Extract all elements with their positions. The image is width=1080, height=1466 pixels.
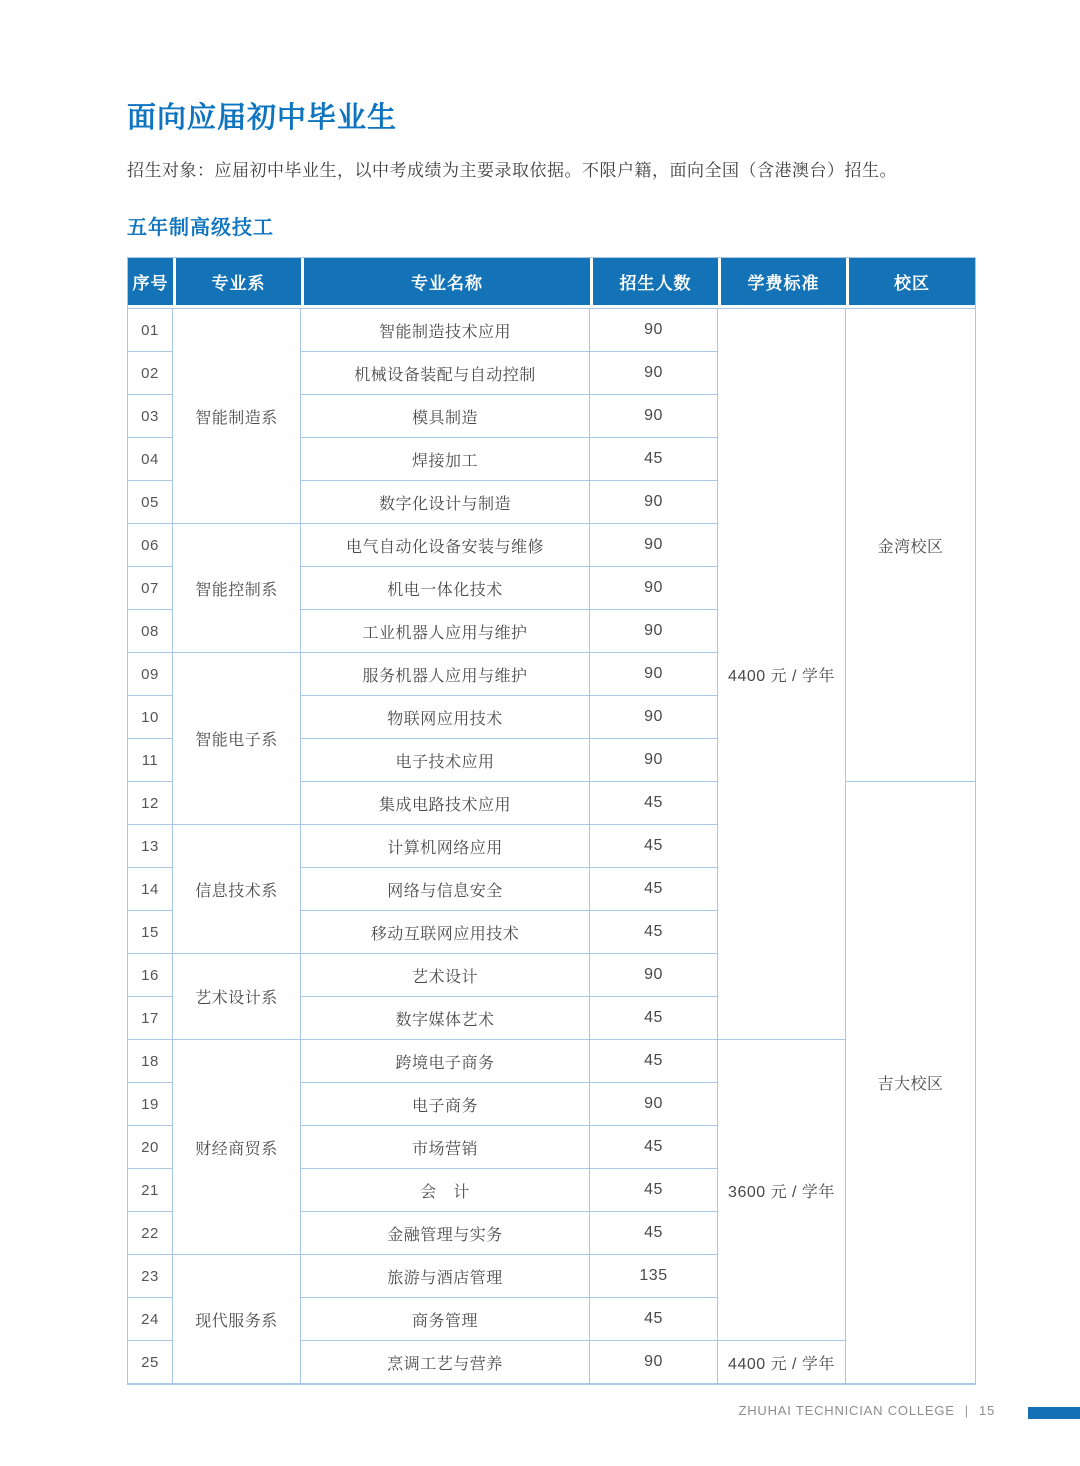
department-cell: 智能制造系 — [173, 308, 301, 524]
major-name-cell: 烹调工艺与营养 — [301, 1341, 590, 1384]
enrollment-count-cell: 90 — [590, 1341, 718, 1384]
department-cell: 艺术设计系 — [173, 954, 301, 1040]
enrollment-count-cell: 90 — [590, 610, 718, 653]
major-name-cell: 服务机器人应用与维护 — [301, 653, 590, 696]
row-number-cell: 03 — [128, 395, 173, 438]
row-number-cell: 09 — [128, 653, 173, 696]
enrollment-count-cell: 90 — [590, 653, 718, 696]
section-heading: 五年制高级技工 — [127, 217, 274, 239]
enrollment-count-cell: 90 — [590, 395, 718, 438]
major-name-cell: 焊接加工 — [301, 438, 590, 481]
major-name-cell: 智能制造技术应用 — [301, 308, 590, 352]
admissions-table-wrapper — [127, 257, 976, 1385]
enrollment-count-cell: 90 — [590, 567, 718, 610]
major-name-cell: 电子技术应用 — [301, 739, 590, 782]
major-name-cell: 工业机器人应用与维护 — [301, 610, 590, 653]
major-name-cell: 数字化设计与制造 — [301, 481, 590, 524]
department-cell: 信息技术系 — [173, 825, 301, 954]
enrollment-count-cell: 90 — [590, 481, 718, 524]
table-header-row — [128, 258, 975, 308]
header-no: 序号 — [128, 258, 173, 308]
major-name-cell: 艺术设计 — [301, 954, 590, 997]
header-major: 专业名称 — [301, 258, 590, 308]
major-name-cell: 市场营销 — [301, 1126, 590, 1169]
row-number-cell: 23 — [128, 1255, 173, 1298]
footer-college-name: ZHUHAI TECHNICIAN COLLEGE — [738, 1403, 955, 1418]
enrollment-count-cell: 45 — [590, 997, 718, 1040]
major-name-cell: 旅游与酒店管理 — [301, 1255, 590, 1298]
enrollment-count-cell: 90 — [590, 308, 718, 352]
tuition-cell: 4400 元 / 学年 — [718, 308, 846, 1040]
department-cell: 智能控制系 — [173, 524, 301, 653]
major-name-cell: 跨境电子商务 — [301, 1040, 590, 1083]
table-row — [128, 308, 975, 352]
enrollment-count-cell: 45 — [590, 825, 718, 868]
row-number-cell: 16 — [128, 954, 173, 997]
major-name-cell: 商务管理 — [301, 1298, 590, 1341]
row-number-cell: 20 — [128, 1126, 173, 1169]
major-name-cell: 数字媒体艺术 — [301, 997, 590, 1040]
footer-accent-bar — [1028, 1407, 1080, 1419]
tuition-cell: 4400 元 / 学年 — [718, 1341, 846, 1384]
major-name-cell: 会 计 — [301, 1169, 590, 1212]
row-number-cell: 05 — [128, 481, 173, 524]
enrollment-count-cell: 90 — [590, 524, 718, 567]
row-number-cell: 07 — [128, 567, 173, 610]
row-number-cell: 08 — [128, 610, 173, 653]
row-number-cell: 21 — [128, 1169, 173, 1212]
row-number-cell: 15 — [128, 911, 173, 954]
page-content — [127, 0, 977, 1385]
major-name-cell: 物联网应用技术 — [301, 696, 590, 739]
tuition-cell: 3600 元 / 学年 — [718, 1040, 846, 1341]
enrollment-count-cell: 45 — [590, 438, 718, 481]
campus-cell: 金湾校区 — [846, 308, 975, 782]
enrollment-count-cell: 90 — [590, 696, 718, 739]
major-name-cell: 电子商务 — [301, 1083, 590, 1126]
enrollment-count-cell: 45 — [590, 1298, 718, 1341]
admissions-table — [128, 258, 975, 1384]
row-number-cell: 06 — [128, 524, 173, 567]
major-name-cell: 集成电路技术应用 — [301, 782, 590, 825]
enrollment-count-cell: 45 — [590, 1212, 718, 1255]
major-name-cell: 移动互联网应用技术 — [301, 911, 590, 954]
department-cell: 智能电子系 — [173, 653, 301, 825]
enrollment-count-cell: 45 — [590, 868, 718, 911]
row-number-cell: 24 — [128, 1298, 173, 1341]
header-tuition: 学费标准 — [718, 258, 846, 308]
footer-page-number: 15 — [978, 1403, 995, 1418]
enrollment-count-cell: 45 — [590, 1040, 718, 1083]
row-number-cell: 14 — [128, 868, 173, 911]
footer-separator: | — [964, 1403, 969, 1418]
row-number-cell: 17 — [128, 997, 173, 1040]
header-enrollment: 招生人数 — [590, 258, 718, 308]
major-name-cell: 金融管理与实务 — [301, 1212, 590, 1255]
row-number-cell: 13 — [128, 825, 173, 868]
row-number-cell: 19 — [128, 1083, 173, 1126]
header-department: 专业系 — [173, 258, 301, 308]
enrollment-count-cell: 90 — [590, 954, 718, 997]
enrollment-count-cell: 135 — [590, 1255, 718, 1298]
major-name-cell: 网络与信息安全 — [301, 868, 590, 911]
row-number-cell: 02 — [128, 352, 173, 395]
row-number-cell: 10 — [128, 696, 173, 739]
header-campus: 校区 — [846, 258, 975, 308]
major-name-cell: 机电一体化技术 — [301, 567, 590, 610]
enrollment-count-cell: 90 — [590, 352, 718, 395]
enrollment-count-cell: 45 — [590, 1169, 718, 1212]
table-body — [128, 308, 975, 1384]
major-name-cell: 机械设备装配与自动控制 — [301, 352, 590, 395]
page-title: 面向应届初中毕业生 — [127, 102, 398, 134]
enrollment-count-cell: 45 — [590, 911, 718, 954]
row-number-cell: 11 — [128, 739, 173, 782]
intro-text: 招生对象：应届初中毕业生，以中考成绩为主要录取依据。不限户籍，面向全国（含港澳台）招生。 — [127, 161, 897, 180]
major-name-cell: 计算机网络应用 — [301, 825, 590, 868]
enrollment-count-cell: 90 — [590, 739, 718, 782]
major-name-cell: 电气自动化设备安装与维修 — [301, 524, 590, 567]
row-number-cell: 18 — [128, 1040, 173, 1083]
department-cell: 财经商贸系 — [173, 1040, 301, 1255]
row-number-cell: 25 — [128, 1341, 173, 1384]
department-cell: 现代服务系 — [173, 1255, 301, 1384]
enrollment-count-cell: 45 — [590, 1126, 718, 1169]
row-number-cell: 12 — [128, 782, 173, 825]
row-number-cell: 01 — [128, 308, 173, 352]
row-number-cell: 04 — [128, 438, 173, 481]
row-number-cell: 22 — [128, 1212, 173, 1255]
campus-cell: 吉大校区 — [846, 782, 975, 1384]
major-name-cell: 模具制造 — [301, 395, 590, 438]
enrollment-count-cell: 45 — [590, 782, 718, 825]
enrollment-count-cell: 90 — [590, 1083, 718, 1126]
page-footer — [739, 1403, 996, 1418]
